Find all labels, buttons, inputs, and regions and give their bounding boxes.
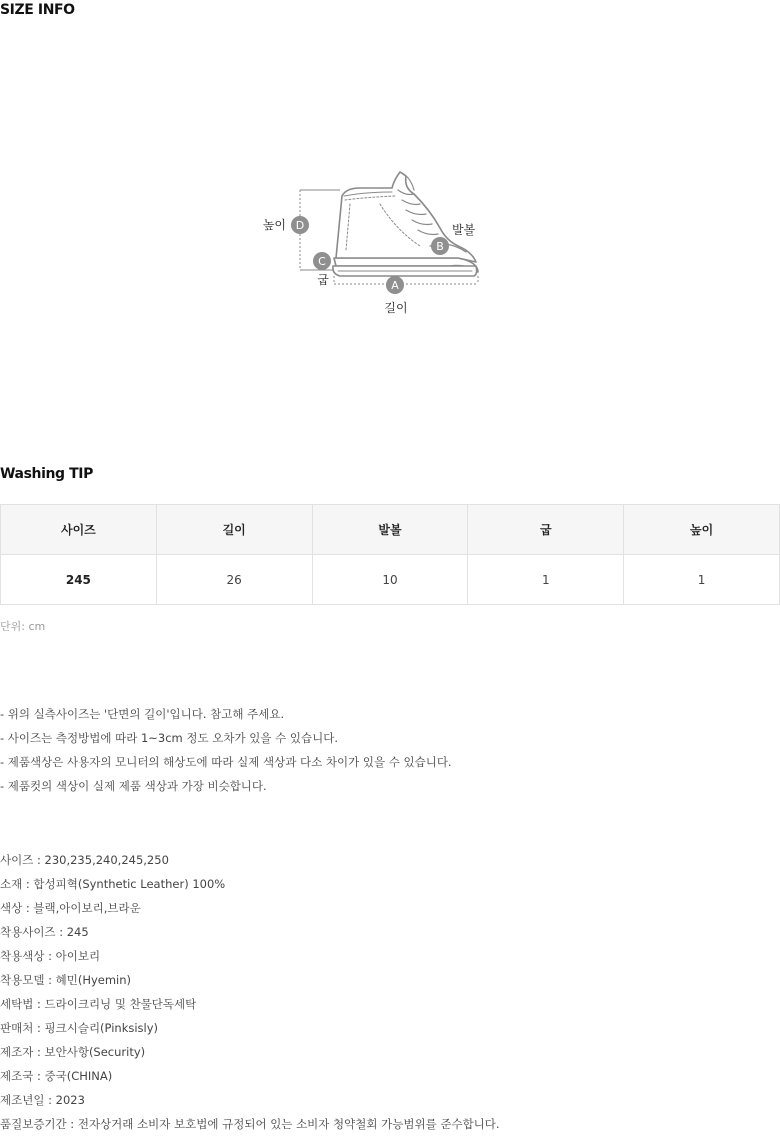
- table-header-row: [1, 505, 780, 555]
- header-ball: 발볼: [312, 505, 468, 555]
- notes-list: [0, 702, 452, 798]
- cell-height: 1: [624, 555, 780, 605]
- list-item: 품질보증기간 : 전자상거래 소비자 보호법에 규정되어 있는 소비자 청약철회 가능범위를 준수합니다.: [0, 1117, 500, 1131]
- header-size: 사이즈: [1, 505, 157, 555]
- washing-tip-title: Washing TIP: [0, 466, 93, 482]
- list-item: 착용모델 : 혜민(Hyemin): [0, 973, 132, 987]
- shoe-size-diagram: [0, 0, 780, 460]
- list-item: 사이즈 : 230,235,240,245,250: [0, 853, 169, 867]
- header-heel: 굽: [468, 505, 624, 555]
- badge-a: [386, 276, 404, 294]
- cell-heel: 1: [468, 555, 624, 605]
- header-length: 길이: [156, 505, 312, 555]
- svg-text:B: B: [436, 240, 444, 253]
- table-row: [1, 555, 780, 605]
- label-ball: 발볼: [452, 223, 476, 237]
- list-item: - 제품색상은 사용자의 모니터의 해상도에 따라 실제 색상과 다소 차이가 있을 수 있습니다.: [0, 755, 452, 769]
- list-item: 제조자 : 보안사항(Security): [0, 1045, 146, 1059]
- unit-note: 단위: cm: [0, 620, 46, 633]
- cell-ball: 10: [312, 555, 468, 605]
- size-info-title: SIZE INFO: [0, 2, 75, 18]
- label-length: 길이: [384, 301, 408, 315]
- product-info-list: [0, 848, 500, 1136]
- list-item: - 위의 실측사이즈는 '단면의 길이'입니다. 참고해 주세요.: [0, 707, 285, 721]
- svg-text:A: A: [391, 279, 399, 292]
- badge-c: [313, 252, 331, 270]
- svg-text:C: C: [318, 255, 326, 268]
- list-item: 착용색상 : 아이보리: [0, 949, 101, 963]
- badge-d: [291, 216, 309, 234]
- list-item: 색상 : 블랙,아이보리,브라운: [0, 901, 141, 915]
- list-item: 세탁법 : 드라이크리닝 및 찬물단독세탁: [0, 997, 197, 1011]
- list-item: 판매처 : 핑크시슬리(Pinksisly): [0, 1021, 159, 1035]
- size-table: [0, 504, 780, 605]
- badge-b: [431, 237, 449, 255]
- list-item: 제조국 : 중국(CHINA): [0, 1069, 113, 1083]
- header-height: 높이: [624, 505, 780, 555]
- label-heel: 굽: [317, 273, 329, 287]
- cell-size: 245: [1, 555, 157, 605]
- label-height: 높이: [262, 218, 286, 232]
- cell-length: 26: [156, 555, 312, 605]
- list-item: - 사이즈는 측정방법에 따라 1~3cm 정도 오차가 있을 수 있습니다.: [0, 731, 339, 745]
- list-item: 제조년일 : 2023: [0, 1093, 85, 1107]
- list-item: 소재 : 합성피혁(Synthetic Leather) 100%: [0, 877, 226, 891]
- list-item: 착용사이즈 : 245: [0, 925, 89, 939]
- list-item: - 제품컷의 색상이 실제 제품 색상과 가장 비슷합니다.: [0, 779, 267, 793]
- svg-text:D: D: [295, 219, 305, 232]
